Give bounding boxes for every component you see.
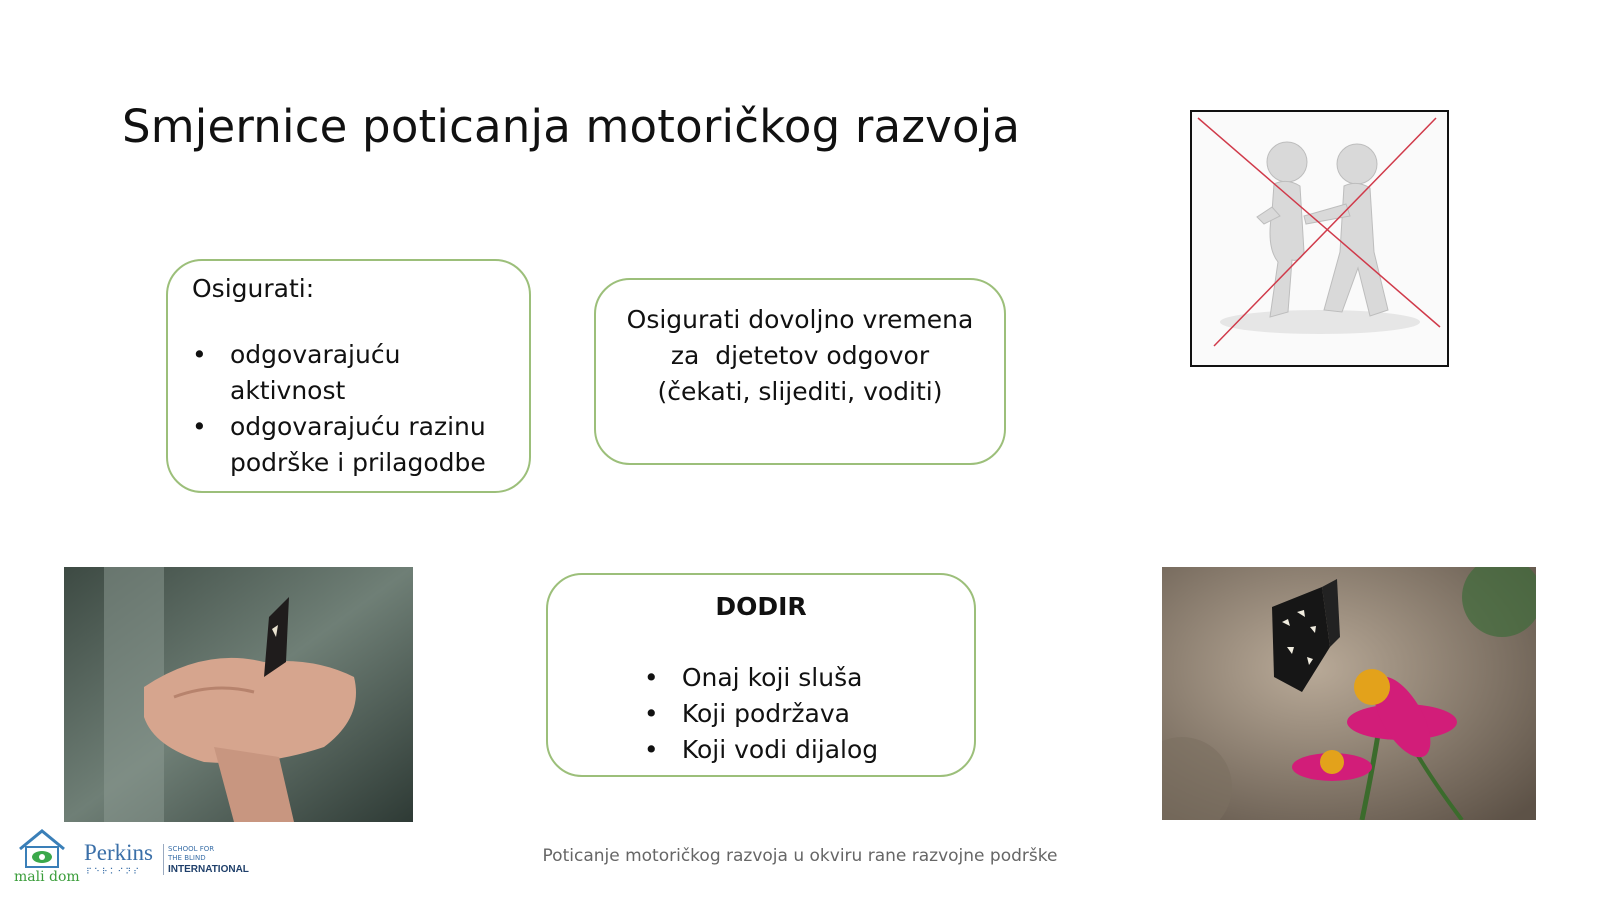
butterfly-flower-photo: [1162, 567, 1536, 820]
crossed-out-figures-image: [1190, 110, 1449, 367]
box-line: (čekati, slijediti, voditi): [657, 377, 943, 406]
box-heading: Osigurati:: [192, 274, 315, 303]
slide-footer: Poticanje motoričkog razvoja u okviru rane razvojne podrške: [542, 846, 1058, 866]
slide-title: Smjernice poticanja motoričkog razvoja: [122, 100, 1021, 153]
mali-dom-logo-text: mali dom: [14, 869, 80, 885]
logo-divider: [163, 844, 164, 875]
box-heading: DODIR: [715, 592, 807, 621]
list-item: • odgovarajuću razinu podrške i prilagodbe: [192, 409, 509, 481]
perkins-logo: Perkins: [84, 840, 153, 865]
list-item: • odgovarajuću aktivnost: [192, 337, 509, 409]
list-item: • Onaj koji sluša: [643, 663, 863, 692]
guideline-box-touch: [546, 573, 976, 777]
perkins-international-text: INTERNATIONAL: [168, 864, 249, 875]
guideline-box-time: [594, 278, 1006, 465]
box-line: Osigurati dovoljno vremena: [626, 305, 974, 334]
bullet-list: [644, 660, 878, 768]
guideline-box-ensure: [166, 259, 531, 493]
list-item: • Koji podržava: [643, 699, 850, 728]
bullet-list: [192, 337, 509, 481]
box-line: za djetetov odgovor: [670, 341, 930, 370]
braille-dots: ⠏⠑⠗⠅⠊⠝⠎: [86, 867, 142, 876]
butterfly-hands-photo: [64, 567, 413, 822]
perkins-school-text: SCHOOL FOR THE BLIND: [168, 845, 215, 862]
list-item: • Koji vodi dijalog: [643, 735, 879, 764]
